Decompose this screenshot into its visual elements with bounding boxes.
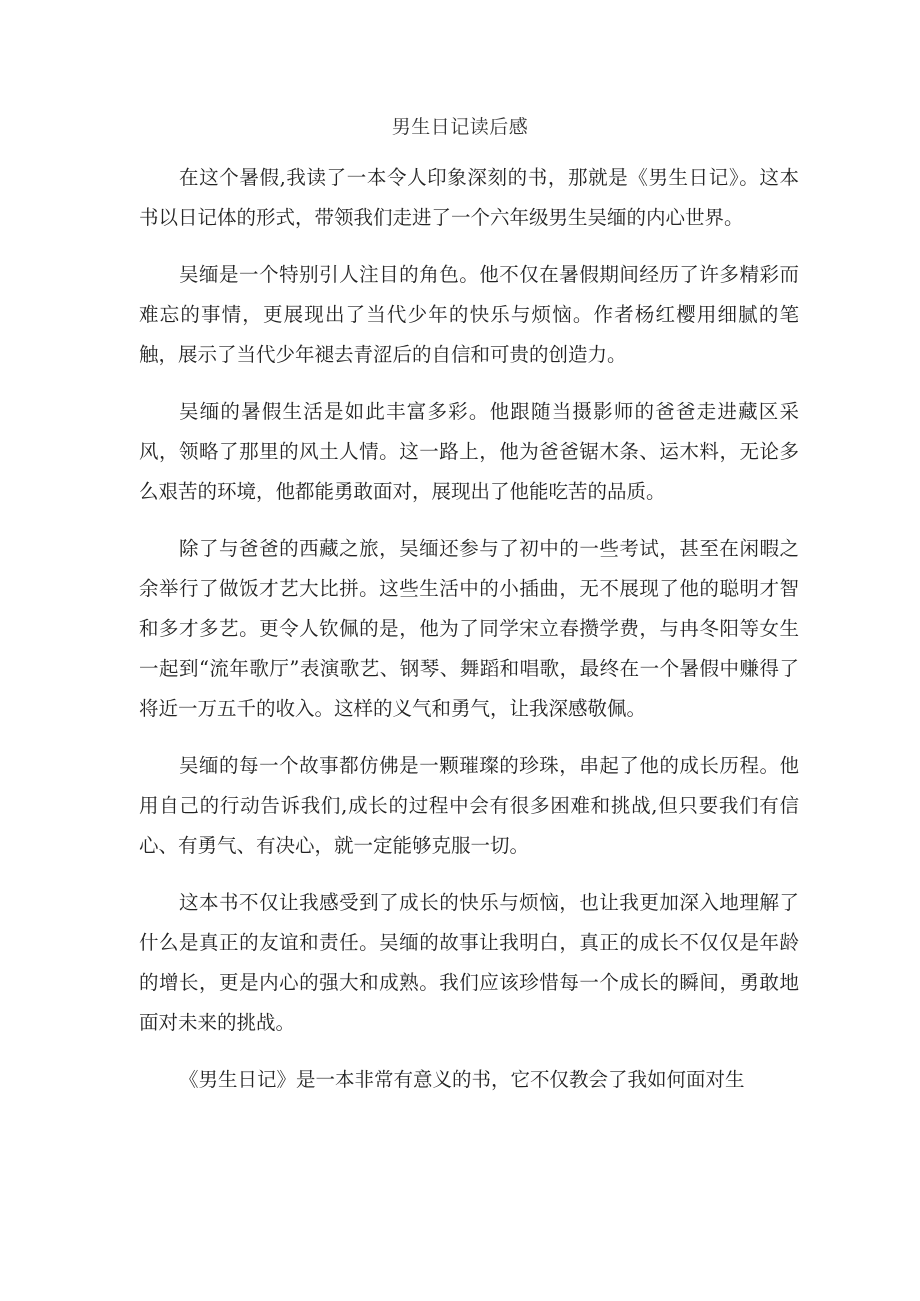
paragraph-5: 吴缅的每一个故事都仿佛是一颗璀璨的珍珠，串起了他的成长历程。他用自己的行动告诉我们,成长的过程中会有很多困难和挑战,但只要我们有信心、有勇气、有决心，就一定能够克服一切。 (139, 754, 799, 857)
paragraph-7: 《男生日记》是一本非常有意义的书，它不仅教会了我如何面对生 (179, 1068, 745, 1091)
document-body (139, 158, 799, 1117)
paragraph-4: 除了与爸爸的西藏之旅，吴缅还参与了初中的一些考试，甚至在闲暇之余举行了做饭才艺大比拼。这些生活中的小插曲，无不展现了他的聪明才智和多才多艺。更令人钦佩的是，他为了同学宋立春攒学费，与冉冬阳等女生一起到“流年歌厅”表演歌艺、钢琴、舞蹈和唱歌，最终在一个暑假中赚得了将近一万五千的收入。这样的义气和勇气，让我深感敬佩。 (139, 537, 799, 720)
paragraph-2: 吴缅是一个特别引人注目的角色。他不仅在暑假期间经历了许多精彩而难忘的事情，更展现出了当代少年的快乐与烦恼。作者杨红樱用细腻的笔触，展示了当代少年褪去青涩后的自信和可贵的创造力。 (139, 263, 799, 366)
document-title: 男生日记读后感 (391, 116, 529, 138)
paragraph-1: 在这个暑假,我读了一本令人印象深刻的书，那就是《男生日记》。这本书以日记体的形式，带领我们走进了一个六年级男生吴缅的内心世界。 (139, 166, 799, 229)
paragraph-3: 吴缅的暑假生活是如此丰富多彩。他跟随当摄影师的爸爸走进藏区采风，领略了那里的风土人情。这一路上，他为爸爸锯木条、运木料，无论多么艰苦的环境，他都能勇敢面对，展现出了他能吃苦的品质。 (139, 400, 799, 503)
paragraph-6: 这本书不仅让我感受到了成长的快乐与烦恼，也让我更加深入地理解了什么是真正的友谊和责任。吴缅的故事让我明白，真正的成长不仅仅是年龄的增长，更是内心的强大和成熟。我们应该珍惜每一个成长的瞬间，勇敢地面对未来的挑战。 (139, 891, 799, 1034)
